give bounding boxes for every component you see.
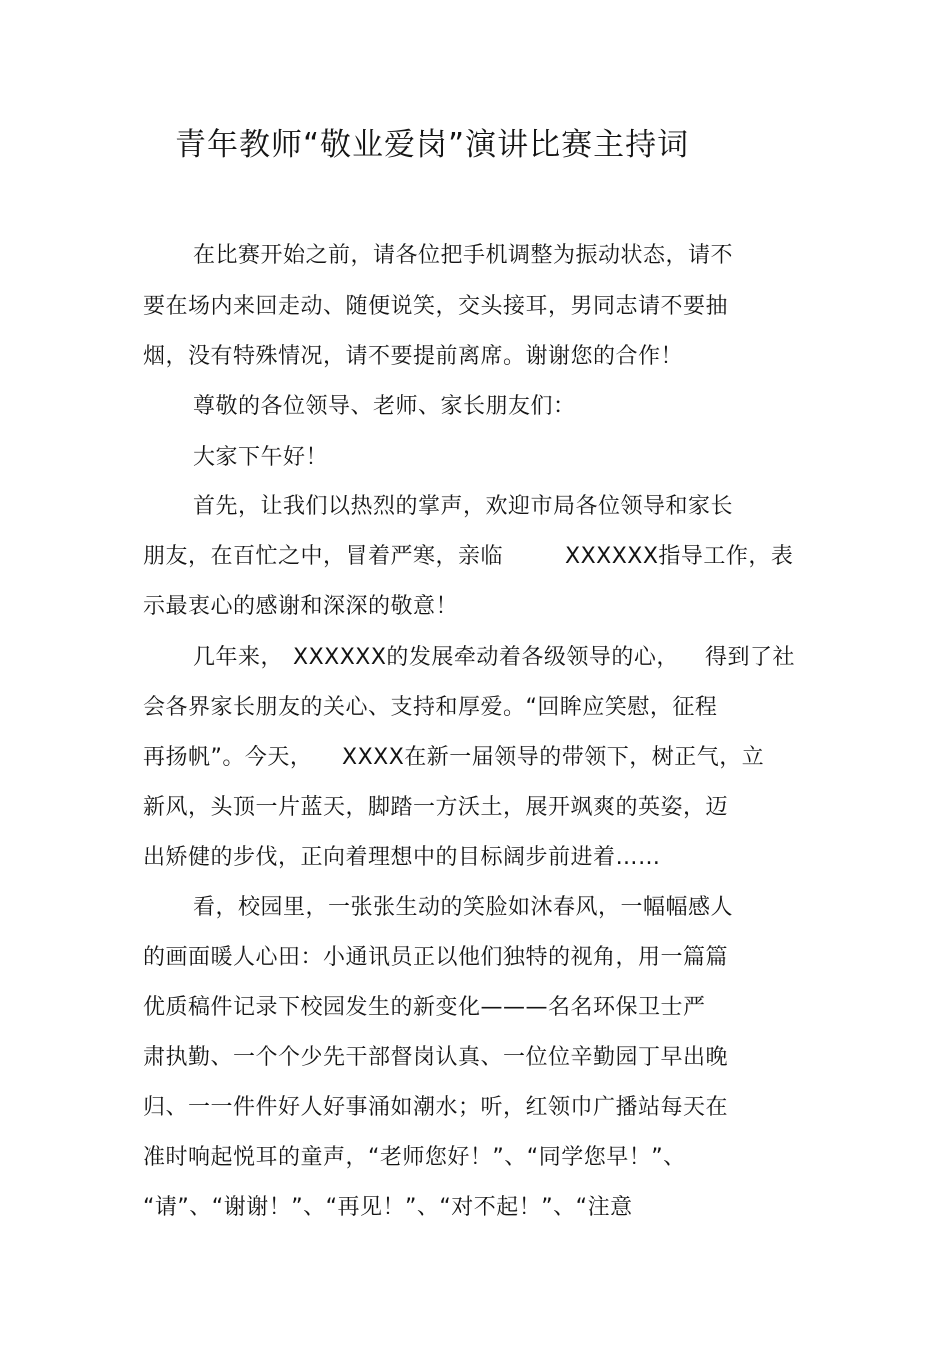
paragraph-line: 看，校园里，一张张生动的笑脸如沐春风，一幅幅感人	[193, 895, 734, 920]
paragraph-line: 示最衷心的感谢和深深的敬意！	[143, 594, 459, 619]
document-title: 青年教师“敬业爱岗”演讲比赛主持词	[175, 127, 690, 163]
paragraph-line: 出矫健的步伐，正向着理想中的目标阔步前进着……	[143, 845, 661, 870]
paragraph-line: 优质稿件记录下校园发生的新变化———名名环保卫士严	[143, 995, 706, 1020]
paragraph-line: 归、一一件件好人好事涌如潮水；听，红领巾广播站每天在	[143, 1095, 729, 1120]
paragraph-line-fragment: 几年来，	[193, 645, 284, 670]
paragraph-line-fragment: XXXXXX指导工作，表	[565, 544, 794, 569]
paragraph-line: 准时响起悦耳的童声，“老师您好！”、“同学您早！”、	[143, 1145, 686, 1170]
paragraph-line: 在比赛开始之前，请各位把手机调整为振动状态，请不	[193, 243, 734, 268]
paragraph-line: 新风，头顶一片蓝天，脚踏一方沃土，展开飒爽的英姿，迈	[143, 795, 729, 820]
paragraph-line-fragment: 得到了社	[705, 645, 796, 670]
paragraph-line: 要在场内来回走动、随便说笑，交头接耳，男同志请不要抽	[143, 294, 729, 319]
paragraph-line: 尊敬的各位领导、老师、家长朋友们：	[193, 394, 576, 419]
paragraph-line: 朋友，在百忙之中，冒着严寒，亲临	[143, 544, 504, 569]
paragraph-line: 烟，没有特殊情况，请不要提前离席。谢谢您的合作！	[143, 344, 684, 369]
paragraph-line-fragment: XXXXXX的发展牵动着各级领导的心，	[293, 645, 679, 670]
paragraph-line-fragment: XXXX在新一届领导的带领下，树正气，立	[342, 745, 765, 770]
paragraph-line: 首先，让我们以热烈的掌声，欢迎市局各位领导和家长	[193, 494, 734, 519]
paragraph-line: “请”、“谢谢！”、“再见！”、“对不起！”、“注意	[143, 1195, 633, 1220]
paragraph-line: 肃执勤、一个个少先干部督岗认真、一位位辛勤园丁早出晚	[143, 1045, 729, 1070]
paragraph-line: 会各界家长朋友的关心、支持和厚爱。“回眸应笑慰，征程	[143, 695, 718, 720]
paragraph-line-fragment: 再扬帆”。今天，	[143, 745, 313, 770]
paragraph-line: 的画面暖人心田：小通讯员正以他们独特的视角，用一篇篇	[143, 945, 729, 970]
paragraph-line: 大家下午好！	[193, 445, 329, 470]
